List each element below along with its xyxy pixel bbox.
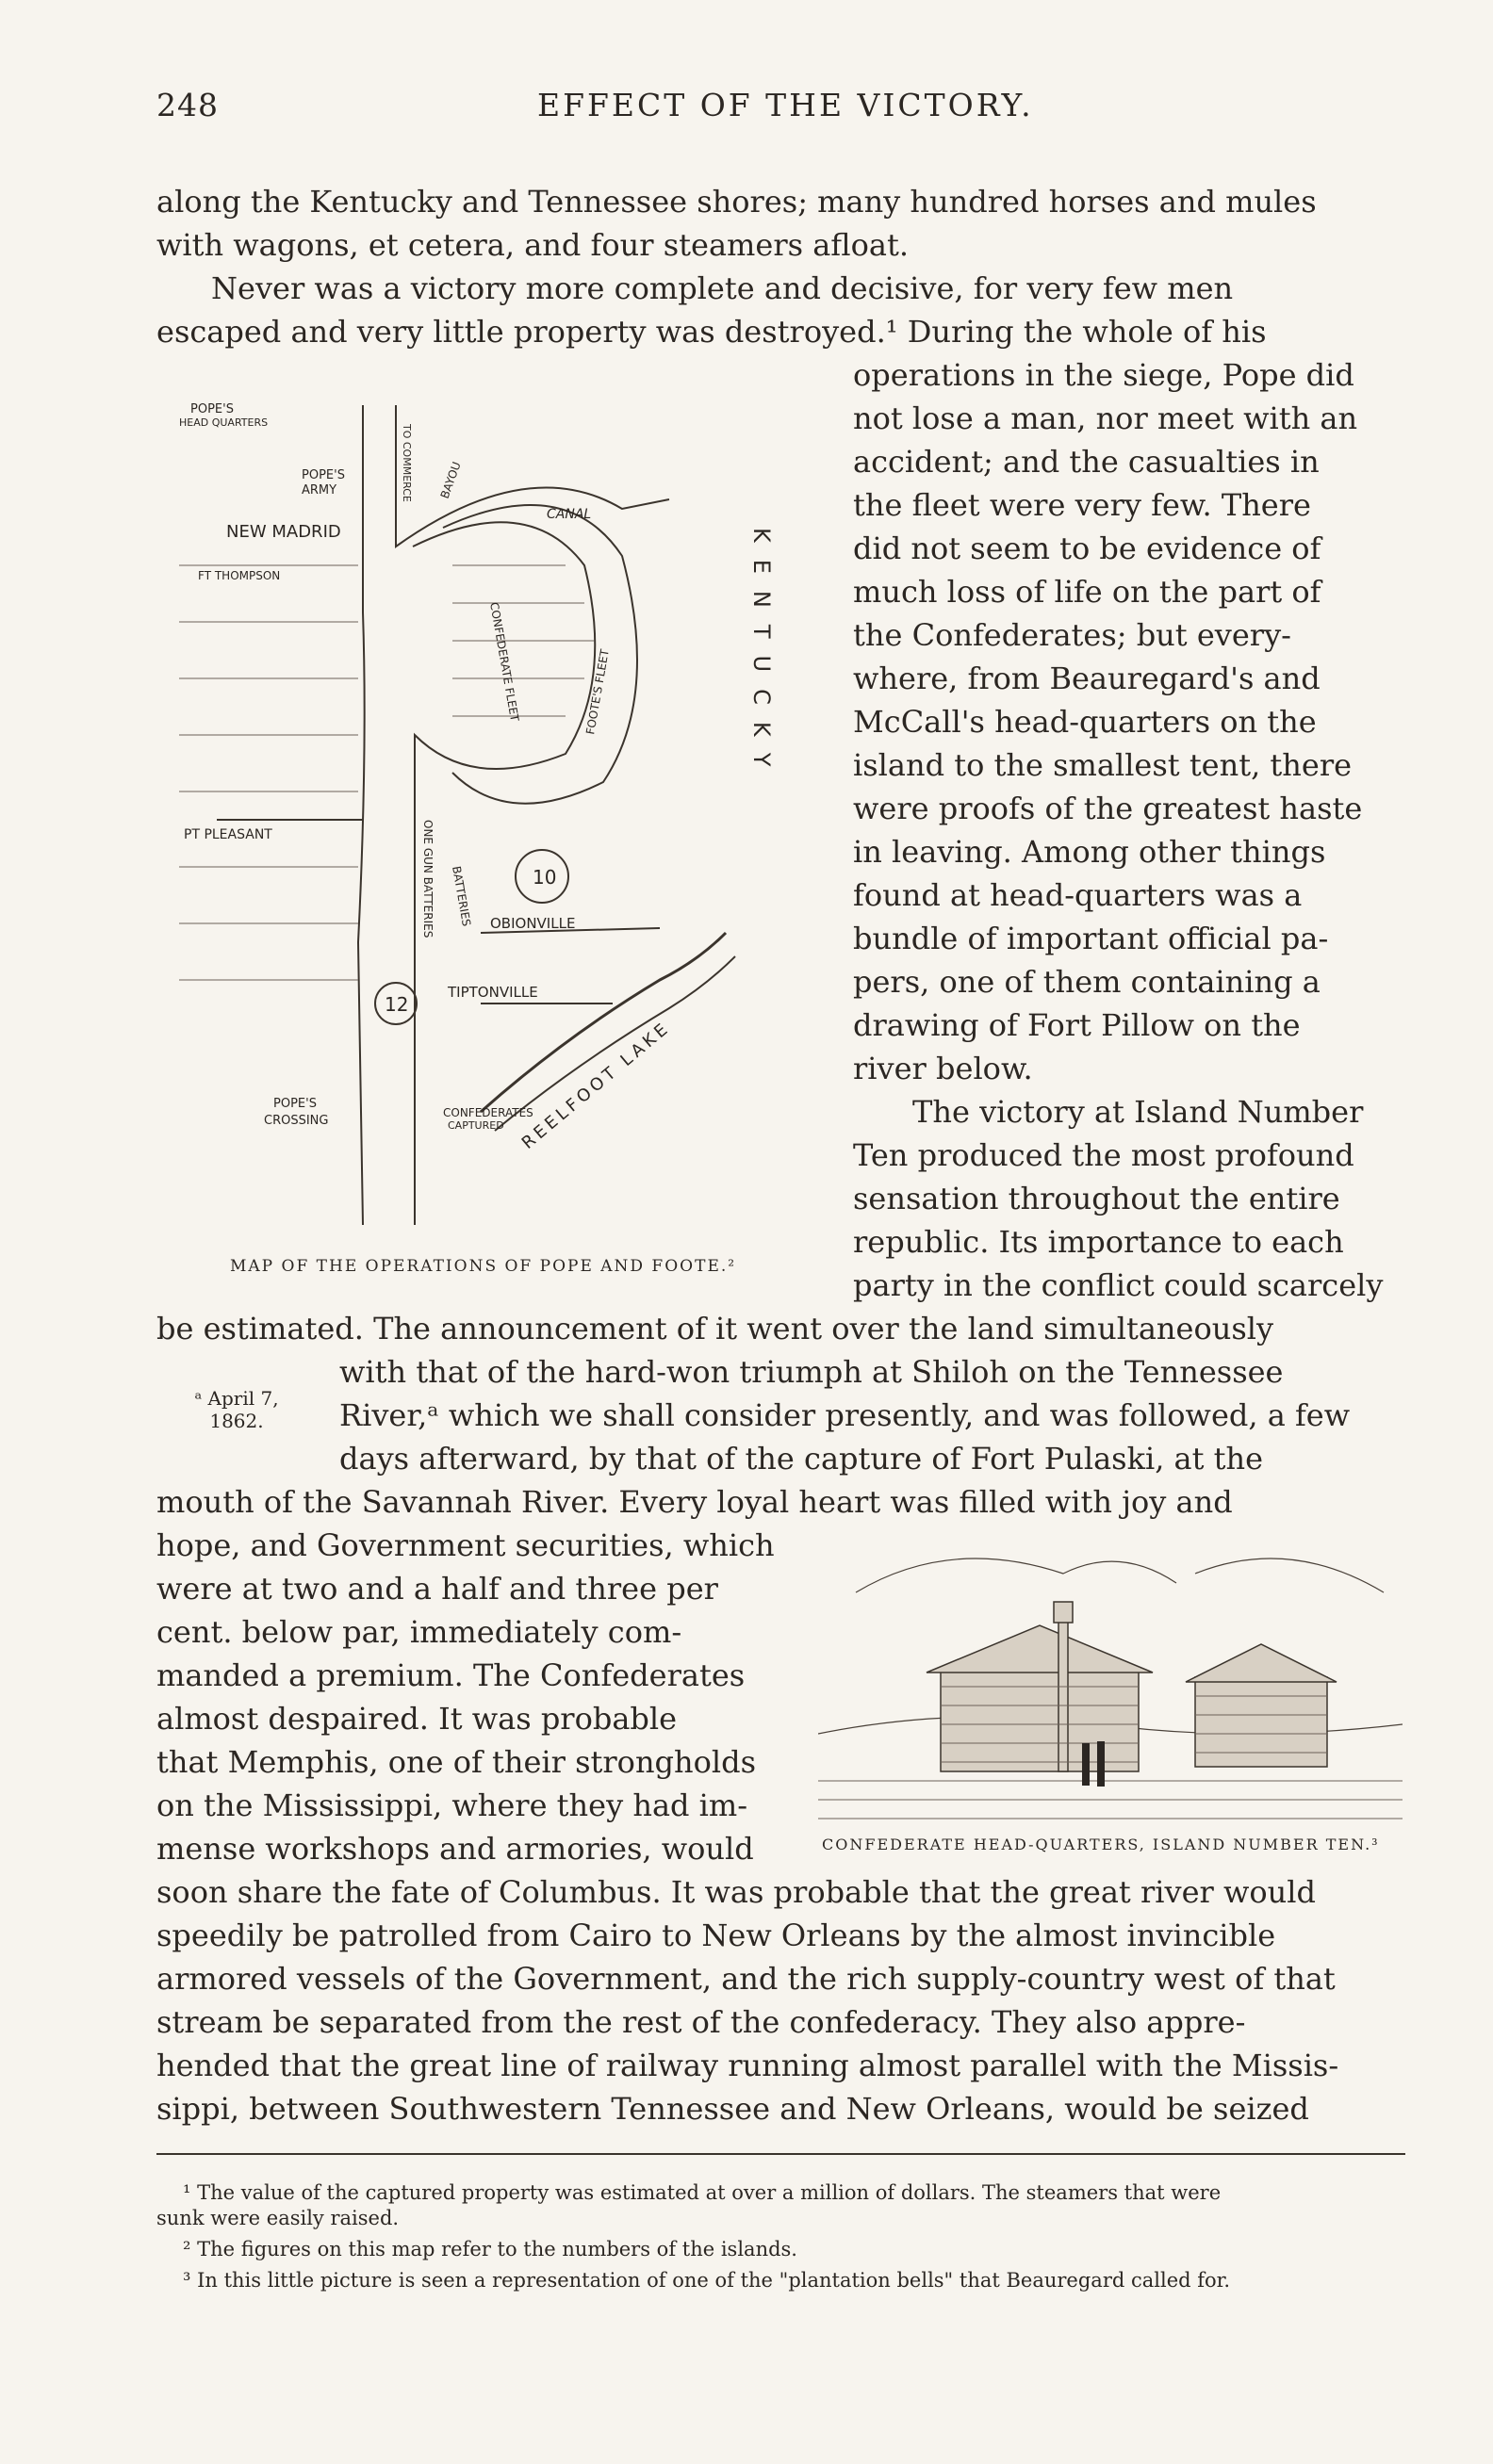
margin-note-date [185,1387,288,1432]
body-line: be estimated. The announcement of it went over the land simultaneously [156,1311,1274,1346]
body-line: bundle of important official pa- [853,921,1329,956]
map-caption: MAP OF THE OPERATIONS OF POPE AND FOOTE.² [230,1257,737,1276]
map-label: BAYOU [437,460,464,501]
body-line: sippi, between Southwestern Tennessee and New Orleans, would be seized [156,2091,1309,2127]
running-title: EFFECT OF THE VICTORY. [537,87,1034,123]
body-line: the fleet were very few. There [853,487,1311,523]
river-bank-north [396,405,669,547]
body-line: mense workshops and armories, would [156,1831,754,1867]
body-line: did not seem to be evidence of [853,530,1321,566]
terrain-hatching [452,565,594,716]
map-label: ONE GUN BATTERIES [421,820,435,938]
body-line: almost despaired. It was probable [156,1701,678,1737]
body-line: escaped and very little property was destroyed.¹ During the whole of his [156,314,1267,350]
map-label: POPE'S [190,402,234,416]
body-line: The victory at Island Number [912,1094,1364,1130]
figure-icon [1097,1741,1105,1787]
headquarters-illustration [818,1536,1403,1828]
footnote-line: ³ In this little picture is seen a representation of one of the "plantation bells" that Beauregard called for. [183,2269,1231,2292]
body-line: hended that the great line of railway running almost parallel with the Missis- [156,2048,1339,2083]
map-label: FT THOMPSON [198,569,281,582]
illustration-caption: CONFEDERATE HEAD-QUARTERS, ISLAND NUMBER TEN.³ [822,1836,1380,1853]
operations-map [170,377,829,1225]
body-line: island to the smallest tent, there [853,747,1353,783]
margin-note-line: ᵃ April 7, [194,1387,279,1410]
body-line: with wagons, et cetera, and four steamers afloat. [156,227,909,263]
body-line: hope, and Government securities, which [156,1527,775,1563]
body-line: river below. [853,1051,1033,1086]
page-number: 248 [156,87,219,123]
footnote-line: ² The figures on this map refer to the numbers of the islands. [183,2238,797,2260]
map-label: ARMY [302,483,337,498]
map-label: TO COMMERCE [401,424,413,502]
body-line: that Memphis, one of their strongholds [156,1744,757,1780]
house-wall [941,1668,1139,1771]
body-line: drawing of Fort Pillow on the [853,1007,1301,1043]
body-line: mouth of the Savannah River. Every loyal heart was filled with joy and [156,1484,1233,1520]
map-label: OBIONVILLE [490,915,576,932]
map-label: CROSSING [264,1114,329,1128]
margin-note-line: 1862. [209,1410,264,1432]
map-label: POPE'S [302,468,345,482]
ground-hatching [818,1781,1403,1819]
body-line: McCall's head-quarters on the [853,704,1317,740]
shed-roof [1186,1644,1337,1682]
terrain-hatching [179,565,358,980]
body-line: sensation throughout the entire [853,1181,1340,1216]
body-line: in leaving. Among other things [853,834,1326,870]
map-label: POPE'S [273,1097,317,1111]
map-label: CONFEDERATE FLEET [487,601,522,723]
map-label: 12 [385,993,409,1016]
tree-canopy [1195,1558,1384,1592]
body-line: River,ᵃ which we shall consider presently, and was followed, a few [339,1397,1351,1433]
body-line: republic. Its importance to each [853,1224,1344,1260]
footnote-line: ¹ The value of the captured property was estimated at over a million of dollars. The steamers that were [183,2181,1222,2204]
map-label: PT PLEASANT [184,827,272,842]
body-line: not lose a man, nor meet with an [853,400,1358,436]
map-label: REELFOOT LAKE [517,1018,675,1153]
body-line: armored vessels of the Government, and the rich supply-country west of that [156,1961,1336,1997]
map-label: CONFEDERATES [443,1106,533,1119]
map-label: TIPTONVILLE [448,984,538,1001]
body-line: the Confederates; but every- [853,617,1291,653]
body-line: Never was a victory more complete and decisive, for very few men [211,270,1234,306]
body-line: party in the conflict could scarcely [853,1267,1384,1303]
body-line: manded a premium. The Confederates [156,1657,746,1693]
river-bank-west [358,405,365,1225]
body-line: cent. below par, immediately com- [156,1614,682,1650]
body-line: found at head-quarters was a [853,877,1303,913]
footnote-line: sunk were easily raised. [156,2207,400,2229]
map-label: NEW MADRID [226,522,341,542]
body-line: on the Mississippi, where they had im- [156,1787,748,1823]
map-label: CANAL [547,507,592,522]
house-roof [927,1625,1153,1673]
map-label: 10 [533,866,557,889]
tree-canopy [856,1558,1176,1592]
map-label: FOOTE'S FLEET [583,647,612,736]
footnote-rule [156,2153,1405,2155]
body-line: stream be separated from the rest of the confederacy. They also appre- [156,2004,1246,2040]
shed-wall [1195,1677,1327,1767]
body-line: where, from Beauregard's and [853,661,1321,696]
figure-icon [1082,1743,1090,1786]
reelfoot-lake-shore [495,956,735,1131]
body-line: Ten produced the most profound [853,1137,1354,1173]
body-line: along the Kentucky and Tennessee shores; many hundred horses and mules [156,184,1317,220]
body-line: were proofs of the greatest haste [853,791,1363,826]
body-line: accident; and the casualties in [853,444,1320,480]
body-line: soon share the fate of Columbus. It was probable that the great river would [156,1874,1316,1910]
map-label: KENTUCKY [748,528,775,784]
map-label: HEAD QUARTERS [179,416,269,429]
body-line: operations in the siege, Pope did [853,357,1354,393]
plantation-bell-icon [1054,1602,1073,1623]
body-line: much loss of life on the part of [853,574,1321,610]
body-line: pers, one of them containing a [853,964,1321,1000]
body-line: were at two and a half and three per [156,1571,718,1607]
map-label: CAPTURED [448,1119,504,1132]
bell-post [1058,1621,1068,1771]
body-line: speedily be patrolled from Cairo to New Orleans by the almost invincible [156,1917,1276,1953]
body-line: days afterward, by that of the capture of Fort Pulaski, at the [339,1441,1264,1477]
map-label: BATTERIES [450,865,474,928]
body-line: with that of the hard-won triumph at Shiloh on the Tennessee [339,1354,1284,1390]
